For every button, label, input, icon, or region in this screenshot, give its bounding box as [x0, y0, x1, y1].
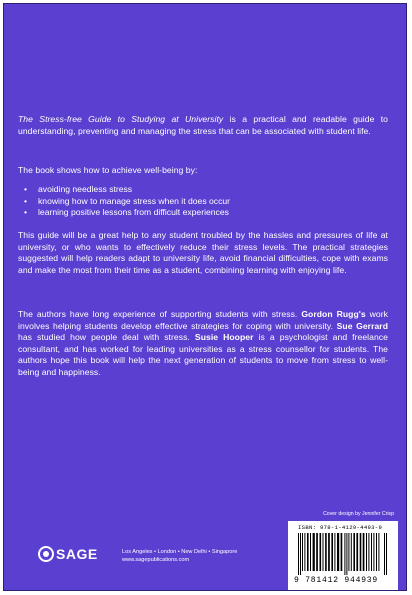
author-name: Sue Gerrard	[336, 320, 388, 331]
publisher-cities: Los Angeles • London • New Delhi • Singapore	[122, 549, 238, 555]
wellbeing-list	[18, 184, 388, 219]
wellbeing-lead: The book shows how to achieve well-being by:	[18, 165, 198, 175]
publisher-url: www.sagepublications.com	[122, 557, 190, 563]
bullet-icon: •	[24, 184, 28, 194]
book-back-cover	[3, 3, 407, 591]
sage-logo-icon	[38, 546, 54, 562]
sage-logo	[38, 546, 98, 562]
intro-text: is a practical and readable guide to understanding, preventing and managing the stress that can be associated with student life.	[18, 114, 388, 136]
sage-logo-text: SAGE	[56, 546, 98, 562]
barcode-number: 9 781412 944939	[294, 576, 379, 585]
bullet-icon: •	[24, 195, 28, 206]
list-item: • learning positive lessons from difficult experiences	[24, 207, 229, 218]
intro-paragraph	[18, 114, 388, 137]
guide-paragraph: This guide will be a great help to any student troubled by the hassles and pressures of life at university, or who wants to effectively reduce their stress levels. The practical strategies suggested will help readers adapt to university life, avoid financial difficulties, cope with exams and make the most from their time as a student, combining learning with enjoying life.	[18, 230, 388, 275]
authors-paragraph: The authors have long experience of supporting students with stress. Gordon Rugg's work involves helping students develop effective strategies for coping with university. Sue Gerrard has studied how people deal with stress. Susie Hooper is a psychologist and freelance consultant, and has worked for leading universities as a stress counsellor for students. The authors hope this book will help the next generation of students to move from stress to well-being and happiness.	[18, 309, 388, 377]
author-name: Gordon Rugg's	[301, 309, 366, 319]
isbn-label: ISBN: 978-1-4129-4493-9	[298, 524, 383, 531]
barcode	[288, 521, 398, 590]
author-name: Susie Hooper	[194, 332, 254, 343]
barcode-bars	[298, 533, 388, 575]
list-item: • avoiding needless stress	[24, 184, 133, 194]
bullet-icon: •	[24, 207, 28, 218]
book-title: The Stress-free Guide to Studying at University	[18, 114, 224, 124]
publisher-info	[122, 548, 237, 564]
list-item: • knowing how to manage stress when it does occur	[24, 195, 231, 206]
cover-credit: Cover design by Jennifer Crisp	[323, 511, 394, 517]
